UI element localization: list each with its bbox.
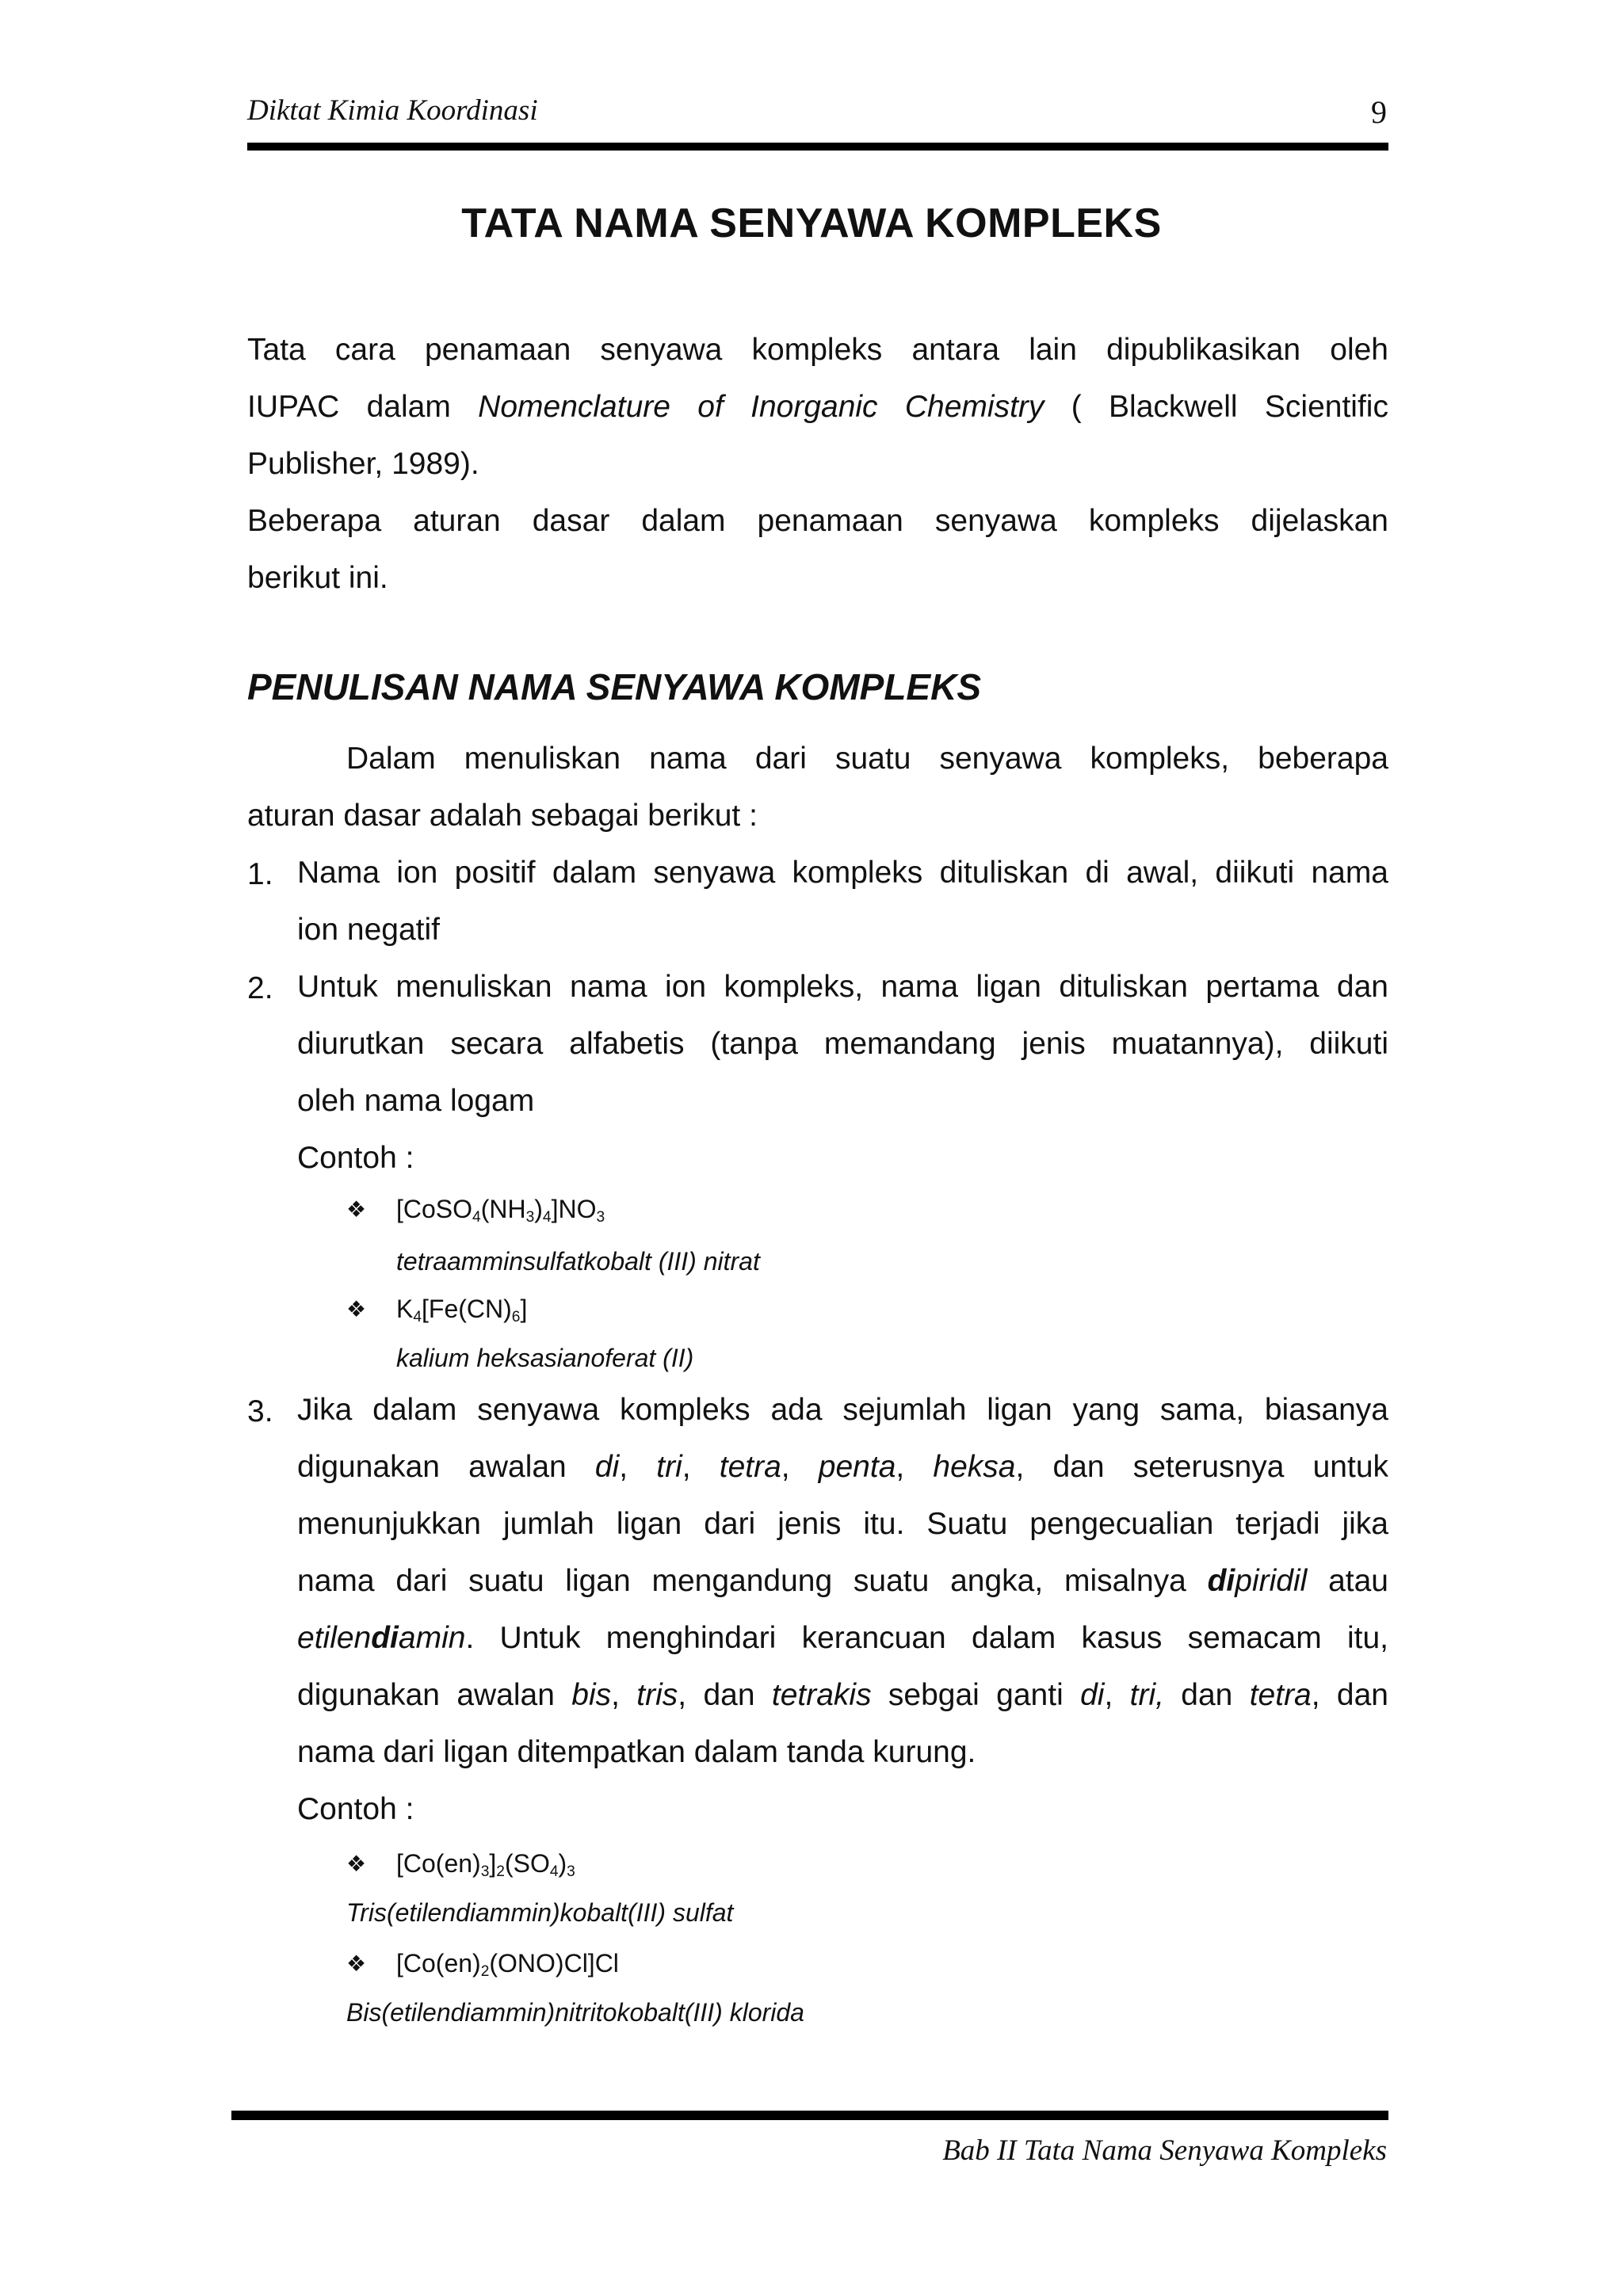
example-4-name: Bis(etilendiammin)nitritokobalt(III) klorida: [346, 1998, 804, 2027]
intro-line-5: berikut ini.: [247, 561, 388, 595]
example-2-formula: $K_4[Fe(CN)_6]$: [396, 1295, 528, 1325]
rule-2-contoh: Contoh :: [297, 1141, 414, 1175]
rule-3-line-3: menunjukkan jumlah ligan dari jenis itu. Suatu pengecualian terjadi jika: [297, 1507, 1388, 1541]
example-4-formula: $[Co(en)_2(ONO)Cl]Cl$: [396, 1949, 619, 1980]
intro-line-1: Tata cara penamaan senyawa kompleks antara lain dipublikasikan oleh: [247, 333, 1388, 367]
bullet-icon: ❖: [346, 1852, 367, 1876]
example-3-formula: $[Co(en)_3]_2(SO_4)_3$: [396, 1849, 575, 1880]
section-intro-line-1: Dalam menuliskan nama dari suatu senyawa kompleks, beberapa: [346, 742, 1388, 776]
rule-1-number: 1.: [247, 857, 273, 891]
rule-3-line-2: digunakan awalan di, tri, tetra, penta, heksa, dan seterusnya untuk: [297, 1450, 1389, 1484]
rule-1-line-1: Nama ion positif dalam senyawa kompleks dituliskan di awal, diikuti nama: [297, 856, 1388, 890]
page-number: 9: [1371, 94, 1387, 130]
rule-3-line-7: nama dari ligan ditempatkan dalam tanda kurung.: [297, 1735, 976, 1769]
intro-line-4: Beberapa aturan dasar dalam penamaan senyawa kompleks dijelaskan: [247, 504, 1388, 538]
section-intro-line-2: aturan dasar adalah sebagai berikut :: [247, 799, 758, 833]
rule-3-line-6: digunakan awalan bis, tris, dan tetrakis sebgai ganti di, tri, dan tetra, dan: [297, 1678, 1388, 1712]
rule-2-line-3: oleh nama logam: [297, 1084, 535, 1118]
intro-line-2: IUPAC dalam Nomenclature of Inorganic Chemistry ( Blackwell Scientific: [247, 390, 1388, 424]
header-rule: [247, 143, 1388, 151]
rule-3-line-1: Jika dalam senyawa kompleks ada sejumlah ligan yang sama, biasanya: [297, 1393, 1388, 1427]
rule-2-line-1: Untuk menuliskan nama ion kompleks, nama ligan dituliskan pertama dan: [297, 970, 1388, 1004]
rule-1-line-2: ion negatif: [297, 913, 440, 947]
rule-2-line-2: diurutkan secara alfabetis (tanpa memandang jenis muatannya), diikuti: [297, 1027, 1388, 1061]
page-title: TATA NAMA SENYAWA KOMPLEKS: [461, 200, 1162, 246]
rule-3-line-5: etilendiamin. Untuk menghindari kerancuan dalam kasus semacam itu,: [297, 1621, 1388, 1655]
section-title: PENULISAN NAMA SENYAWA KOMPLEKS: [247, 666, 982, 707]
bullet-icon: ❖: [346, 1197, 367, 1222]
footer-text: Bab II Tata Nama Senyawa Kompleks: [942, 2134, 1387, 2167]
rule-3-number: 3.: [247, 1394, 273, 1428]
example-3-name: Tris(etilendiammin)kobalt(III) sulfat: [346, 1898, 734, 1927]
bullet-icon: ❖: [346, 1297, 367, 1322]
rule-3-line-4: nama dari suatu ligan mengandung suatu angka, misalnya dipiridil atau: [297, 1564, 1388, 1598]
example-1-formula: $[CoSO_4(NH_3)_4]NO_3$: [396, 1195, 605, 1226]
example-2-name: kalium heksasianoferat (II): [396, 1344, 694, 1372]
bullet-icon: ❖: [346, 1951, 367, 1976]
rule-2-number: 2.: [247, 971, 273, 1005]
rule-3-contoh: Contoh :: [297, 1792, 414, 1826]
example-1-name: tetraamminsulfatkobalt (III) nitrat: [396, 1247, 760, 1276]
header-title: Diktat Kimia Koordinasi: [247, 94, 538, 127]
intro-line-3: Publisher, 1989).: [247, 447, 479, 481]
footer-rule: [231, 2111, 1388, 2120]
